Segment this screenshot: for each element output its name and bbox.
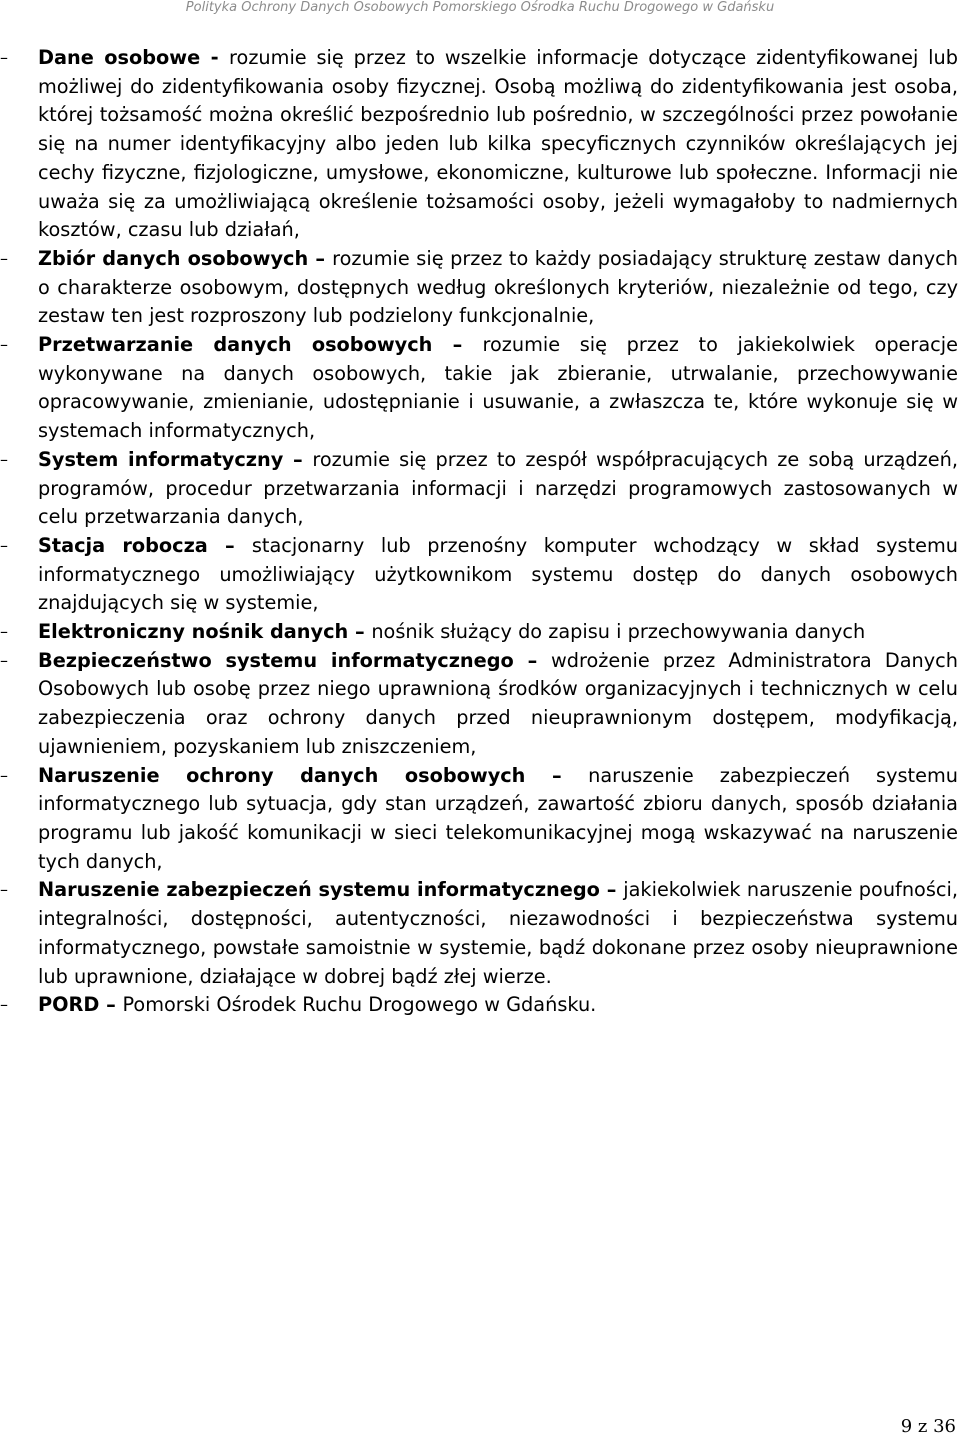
bullet-dash: – bbox=[0, 248, 8, 268]
bullet-dash: – bbox=[0, 535, 8, 555]
definition-term: Naruszenie zabezpieczeń systemu informatycznego bbox=[38, 878, 600, 902]
definition-item bbox=[0, 876, 960, 991]
bullet-dash: – bbox=[0, 650, 8, 670]
definition-item bbox=[0, 991, 960, 1020]
page-number: 9 z 36 bbox=[900, 1416, 956, 1437]
definition-text: rozumie się przez to jakiekolwiek operacje wykonywane na danych osobowych, takie jak zbieranie, utrwalanie, przechowywanie opracowywanie, zmienianie, udostępnianie i usuwanie, a zwłaszcza te, które wykonuje się w systemach informatycznych, bbox=[38, 333, 958, 443]
definition-term: Stacja robocza bbox=[38, 533, 208, 557]
definition-separator: – bbox=[599, 878, 624, 902]
bullet-dash: – bbox=[0, 765, 8, 785]
definition-separator: – bbox=[432, 333, 483, 357]
definition-item bbox=[0, 331, 960, 446]
definition-text: wdrożenie przez Administratora Danych Osobowych lub osobę przez niego uprawnioną środków organizacyjnych i technicznych w celu zabezpieczenia oraz ochrony danych przed nieuprawnionym dostępem, modyfikacją, ujawnieniem, pozyskaniem lub zniszczeniem, bbox=[38, 648, 958, 758]
definition-separator: - bbox=[200, 46, 230, 69]
definition-item bbox=[0, 618, 960, 647]
definition-item bbox=[0, 44, 960, 245]
definition-separator: – bbox=[308, 246, 333, 270]
definition-text: Pomorski Ośrodek Ruchu Drogowego w Gdańsku. bbox=[122, 993, 597, 1017]
bullet-dash: – bbox=[0, 880, 8, 900]
definition-text: rozumie się przez to wszelkie informacje dotyczące zidentyfikowanej lub możliwej do zidentyfikowania osoby fizycznej. Osobą możliwą do zidentyfikowania jest osoba, której tożsamość można określić bezpośrednio lub pośrednio, w szczególności przez powołanie się na numer identyfikacyjny albo jeden lub kilka specyficznych czynników określających jej cechy fizyczne, fizjologiczne, umysłowe, ekonomiczne, kulturowe lub społeczne. Informacji nie uważa się za umożliwiającą określenie tożsamości osoby, jeżeli wymagałoby to nadmiernych kosztów, czasu lub działań, bbox=[38, 46, 958, 242]
definition-separator: – bbox=[348, 620, 372, 644]
definition-term: Przetwarzanie danych osobowych bbox=[38, 333, 433, 357]
definition-term: Elektroniczny nośnik danych bbox=[38, 620, 349, 644]
definition-text: jakiekolwiek naruszenie poufności, integralności, dostępności, autentyczności, niezawodności i bezpieczeństwa systemu informatycznego, powstałe samoistnie w systemie, bądź dokonane przez osoby nieuprawnione lub uprawnione, działające w dobrej bądź złej wierze. bbox=[38, 878, 958, 988]
bullet-dash: – bbox=[0, 449, 8, 469]
definition-text: stacjonarny lub przenośny komputer wchodzący w skład systemu informatycznego umożliwiający użytkownikom systemu dostęp do danych osobowych znajdujących się w systemie, bbox=[38, 533, 959, 615]
definition-text: rozumie się przez to każdy posiadający strukturę zestaw danych o charakterze osobowym, dostępnych według określonych kryteriów, niezależnie od tego, czy zestaw ten jest rozproszony lub podzielony funkcjonalnie, bbox=[38, 246, 958, 328]
definition-separator: – bbox=[525, 763, 589, 787]
definition-separator: – bbox=[207, 533, 252, 557]
definition-text: naruszenie zabezpieczeń systemu informatycznego lub sytuacja, gdy stan urządzeń, zawartość zbioru danych, sposób działania programu lub jakość komunikacji w sieci telekomunikacyjnej mogą wskazywać na naruszenie tych danych, bbox=[38, 763, 958, 873]
definition-separator: – bbox=[513, 648, 551, 672]
definition-term: Zbiór danych osobowych bbox=[38, 246, 309, 270]
definition-term: Bezpieczeństwo systemu informatycznego bbox=[38, 648, 514, 672]
bullet-dash: – bbox=[0, 995, 8, 1015]
definition-item bbox=[0, 245, 960, 331]
definition-term: Dane osobowe bbox=[38, 46, 201, 69]
definition-text: rozumie się przez to zespół współpracujących ze sobą urządzeń, programów, procedur przetwarzania informacji i narzędzi programowych zastosowanych w celu przetwarzania danych, bbox=[38, 447, 958, 529]
definition-separator: – bbox=[99, 993, 123, 1017]
definition-item bbox=[0, 762, 960, 877]
definition-text: nośnik służący do zapisu i przechowywania danych bbox=[371, 620, 866, 644]
definition-item bbox=[0, 532, 960, 618]
definitions-list bbox=[0, 44, 960, 1020]
bullet-dash: – bbox=[0, 48, 8, 67]
definition-term: System informatyczny bbox=[38, 447, 284, 471]
definition-item bbox=[0, 647, 960, 762]
definition-item bbox=[0, 446, 960, 532]
definition-term: PORD bbox=[38, 993, 100, 1017]
page-header: Polityka Ochrony Danych Osobowych Pomorskiego Ośrodka Ruchu Drogowego w Gdańsku bbox=[185, 0, 775, 15]
bullet-dash: – bbox=[0, 335, 8, 355]
definition-separator: – bbox=[283, 447, 313, 471]
definition-term: Naruszenie ochrony danych osobowych bbox=[38, 763, 526, 787]
bullet-dash: – bbox=[0, 622, 8, 642]
